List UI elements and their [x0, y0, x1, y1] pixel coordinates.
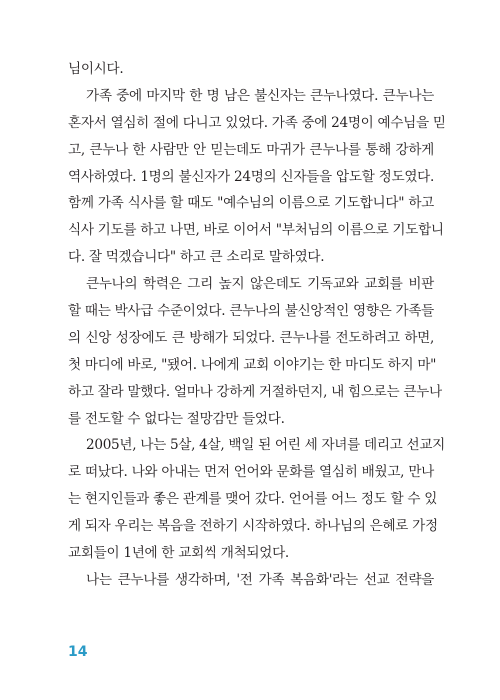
text-line: 나는 큰누나를 생각하며, '전 가족 복음화'라는 선교 전략을: [86, 571, 434, 588]
text-line: 를 전도할 수 없다는 절망감만 들었다.: [68, 410, 285, 427]
text-line: 하고 잘라 말했다. 얼마나 강하게 거절하던지, 내 힘으로는 큰누나: [68, 383, 442, 400]
text-line: 큰누나의 학력은 그리 높지 않은데도 기독교와 교회를 비판: [86, 276, 434, 293]
text-line: 다. 잘 먹겠습니다" 하고 큰 소리로 말하였다.: [68, 249, 325, 266]
text-line: 역사하였다. 1명의 불신자가 24명의 신자들을 압도할 정도였다.: [68, 168, 434, 185]
page-number: 14: [68, 644, 88, 660]
text-line: 함께 가족 식사를 할 때도 "예수님의 이름으로 기도합니다" 하고: [68, 195, 434, 212]
body-text: [68, 56, 446, 594]
text-line: 혼자서 열심히 절에 다니고 있었다. 가족 중에 24명이 예수님을 믿: [68, 114, 446, 131]
text-line: 식사 기도를 하고 나면, 바로 이어서 "부처님의 이름으로 기도합니: [68, 222, 444, 239]
text-line: 로 떠났다. 나와 아내는 먼저 언어와 문화를 열심히 배웠고, 만나: [68, 464, 434, 481]
text-line: 첫 마디에 바로, "됐어. 나에게 교회 이야기는 한 마디도 하지 마": [68, 356, 437, 373]
text-line: 교회들이 1년에 한 교회씩 개척되었다.: [68, 545, 289, 562]
text-line: 의 신앙 성장에도 큰 방해가 되었다. 큰누나를 전도하려고 하면,: [68, 329, 434, 346]
text-line: 할 때는 박사급 수준이었다. 큰누나의 불신앙적인 영향은 가족들: [68, 303, 434, 320]
text-line: 님이시다.: [68, 61, 124, 77]
text-line: 는 현지인들과 좋은 관계를 맺어 갔다. 언어를 어느 정도 할 수 있: [68, 491, 438, 508]
text-line: 2005년, 나는 5살, 4살, 백일 된 어린 세 자녀를 데리고 선교지: [86, 437, 445, 454]
text-line: 고, 큰누나 한 사람만 안 믿는데도 마귀가 큰누나를 통해 강하게: [68, 141, 434, 158]
text-line: 게 되자 우리는 복음을 전하기 시작하였다. 하나님의 은혜로 가정: [68, 518, 438, 535]
text-line: 가족 중에 마지막 한 명 남은 불신자는 큰누나였다. 큰누나는: [86, 87, 434, 104]
